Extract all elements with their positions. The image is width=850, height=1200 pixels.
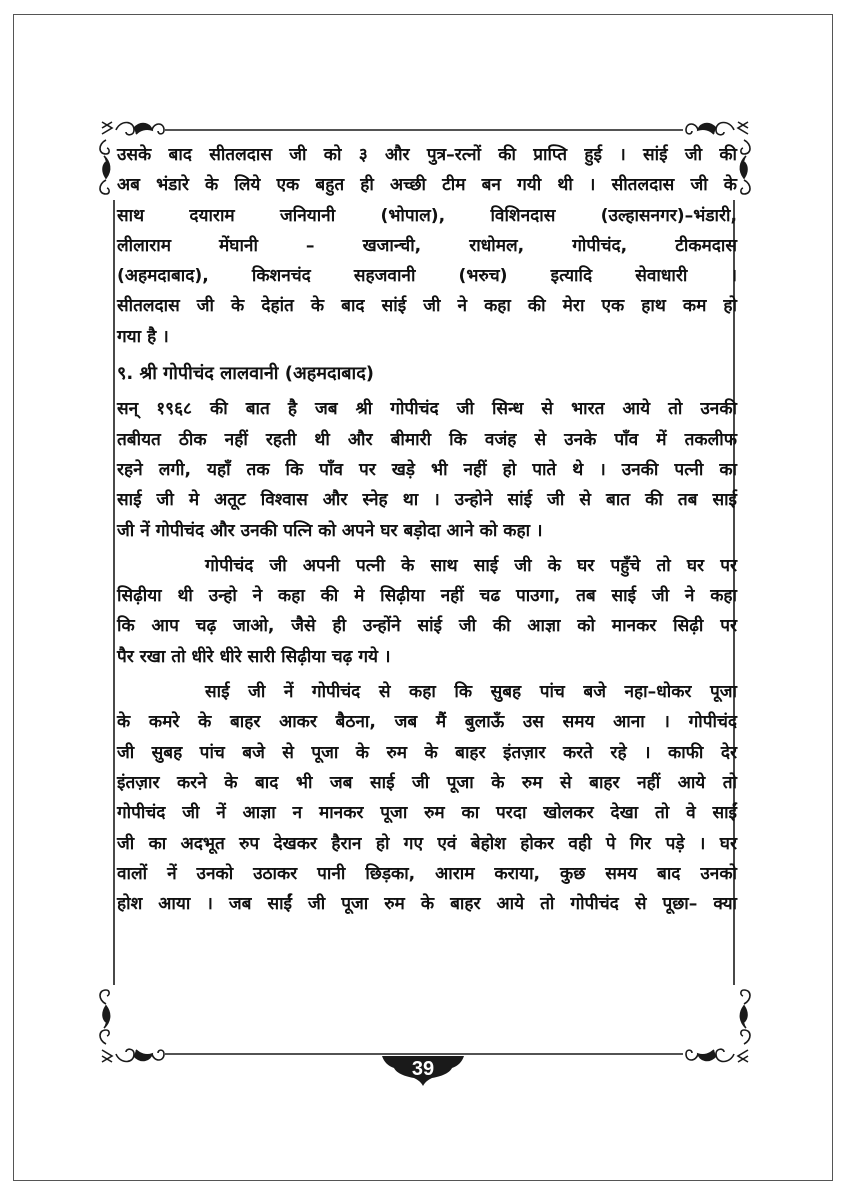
text-line: अब भंडारे के लिये एक बहुत ही अच्छी टीम बन गयी थी । सीतलदास जी के (117, 175, 737, 196)
text-line: रहने लगी, यहाँ तक कि पाँव पर खड़े भी नहीं हो पाते थे । उनकी पत्नी का (117, 459, 737, 480)
text-line: साई जी मे अतूट विश्वास और स्नेह था । उन्होने सांई जी से बात की तब साई (117, 490, 737, 511)
paragraph-3 (117, 551, 737, 672)
paragraph-2 (117, 394, 737, 545)
text-line: गोपीचंद जी नें आज्ञा न मानकर पूजा रुम का परदा खोलकर देखा तो वे साईं (117, 803, 737, 824)
text-line: सिढ़ीया थी उन्हो ने कहा की मे सिढ़ीया नहीं चढ पाउगा, तब साई जी ने कहा (117, 586, 737, 607)
text-line: उसके बाद सीतलदास जी को ३ और पुत्र–रत्नों की प्राप्ति हुई । सांई जी की (117, 145, 737, 165)
text-line: के कमरे के बाहर आकर बैठना, जब मैं बुलाऊँ उस समय आना । गोपीचंद (117, 712, 737, 733)
page-number: 39 (411, 1058, 435, 1080)
text-line: तबीयत ठीक नहीं रहती थी और बीमारी कि वजंह से उनके पाँव में तकलीफ (117, 429, 737, 450)
text-line: गोपीचंद जी अपनी पत्नी के साथ साई जी के घर पहुँचे तो घर पर (205, 555, 737, 576)
text-line: कि आप चढ़ जाओ, जैसे ही उन्होंने सांई जी की आज्ञा को मानकर सिढ़ी पर (117, 616, 737, 637)
text-line: लीलाराम मेंघानी – खजान्ची, राधोमल, गोपीचंद, टीकमदास (117, 235, 737, 256)
text-line: जी सुबह पांच बजे से पूजा के रुम के बाहर इंतज़ार करते रहे । काफी देर (117, 742, 737, 763)
text-line: गया है । (117, 326, 169, 347)
paragraph-1 (117, 140, 737, 352)
section-heading: ९. श्री गोपीचंद लालवानी (अहमदाबाद) (117, 363, 374, 385)
text-line: साथ दयाराम जनियानी (भोपाल), विशिनदास (उल्हासनगर)–भंडारी, (117, 205, 737, 226)
text-line: (अहमदाबाद), किशनचंद सहजवानी (भरुच) इत्यादि सेवाधारी । (117, 266, 737, 287)
text-line: पैर रखा तो धीरे धीरे सारी सिढ़ीया चढ़ गये । (117, 646, 391, 667)
paragraph-4 (117, 677, 737, 919)
corner-ornament-bottom-right (686, 990, 750, 1062)
text-line: जी का अदभूत रुप देखकर हैरान हो गए एवं बेहोश होकर वही पे गिर पड़े । घर (117, 833, 737, 854)
corner-ornament-bottom-left (100, 990, 164, 1062)
text-line: साई जी नें गोपीचंद से कहा कि सुबह पांच बजे नहा–धोकर पूजा (205, 682, 737, 703)
text-line: सीतलदास जी के देहांत के बाद सांई जी ने कहा की मेरा एक हाथ कम हो (117, 296, 737, 317)
text-line: जी नें गोपीचंद और उनकी पत्नि को अपने घर बड़ोदा आने को कहा । (117, 520, 543, 541)
page-content (117, 140, 737, 919)
text-line: होश आया । जब साईं जी पूजा रुम के बाहर आये तो गोपीचंद से पूछा– क्या (117, 894, 737, 915)
text-line: इंतज़ार करने के बाद भी जब साई जी पूजा के रुम से बाहर नहीं आये तो (117, 772, 737, 793)
text-line: वालों नें उनको उठाकर पानी छिड़का, आराम कराया, कुछ समय बाद उनको (117, 863, 737, 884)
text-line: सन् १९६८ की बात है जब श्री गोपीचंद जी सिन्ध से भारत आये तो उनकी (117, 399, 737, 420)
